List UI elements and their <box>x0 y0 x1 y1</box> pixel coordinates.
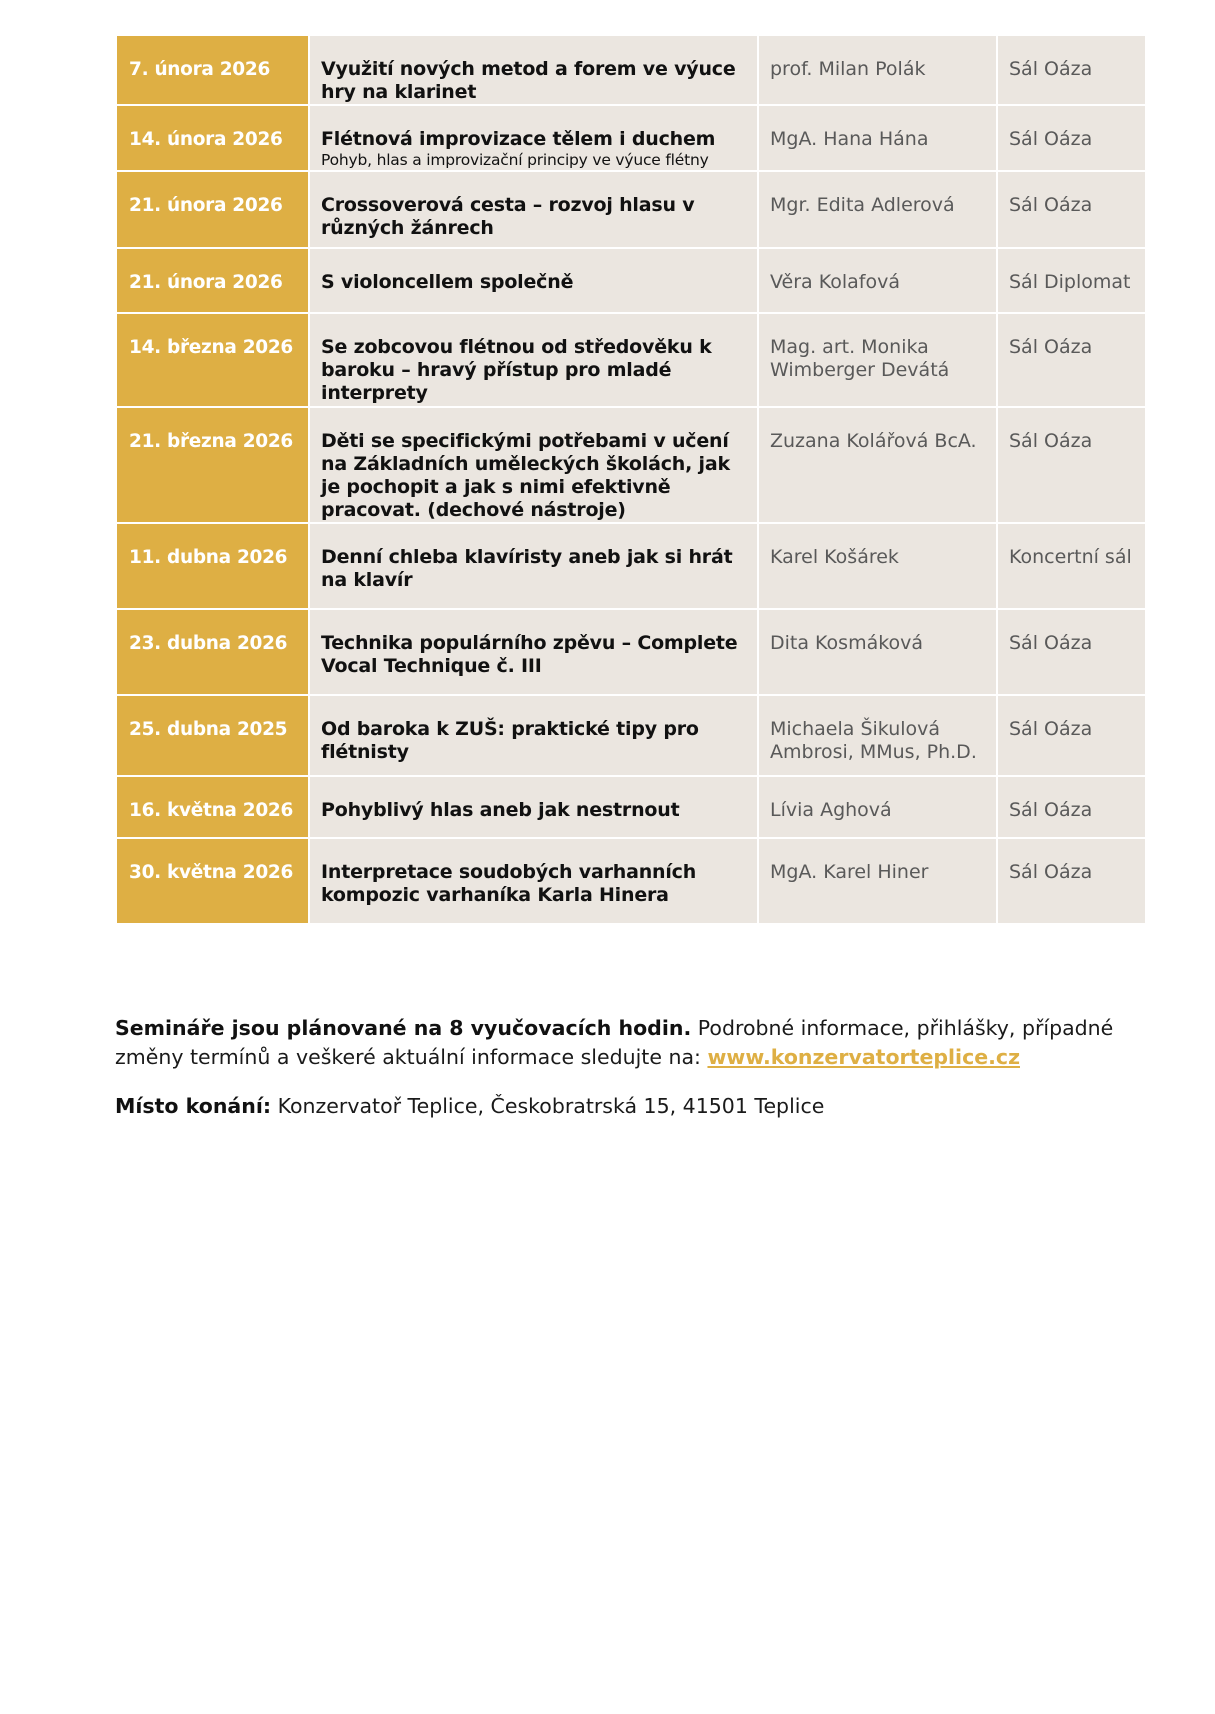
seminar-schedule-table <box>115 34 1147 925</box>
seminar-date: 23. dubna 2026 <box>116 609 309 695</box>
seminar-lecturer: Věra Kolafová <box>758 248 997 313</box>
seminar-venue: Sál Oáza <box>997 609 1146 695</box>
seminar-date: 11. dubna 2026 <box>116 523 309 609</box>
seminar-date: 16. května 2026 <box>116 776 309 838</box>
schedule-row <box>116 776 1146 838</box>
seminar-topic <box>309 523 758 609</box>
seminar-venue: Sál Oáza <box>997 105 1146 171</box>
seminar-venue: Sál Oáza <box>997 313 1146 407</box>
seminar-date: 14. března 2026 <box>116 313 309 407</box>
notes-section <box>115 1014 1115 1141</box>
seminar-title: Flétnová improvizace tělem i duchem <box>321 128 716 150</box>
seminar-title: Interpretace soudobých varhanních kompozic varhaníka Karla Hinera <box>321 861 697 906</box>
location-label: Místo konání: <box>115 1094 272 1118</box>
seminar-venue: Sál Oáza <box>997 407 1146 523</box>
seminar-title: Denní chleba klavíristy aneb jak si hrát na klavír <box>321 546 733 591</box>
seminar-title: S violoncellem společně <box>321 271 574 293</box>
seminar-venue: Sál Diplomat <box>997 248 1146 313</box>
seminar-venue: Koncertní sál <box>997 523 1146 609</box>
seminar-title: Se zobcovou flétnou od středověku k baroku – hravý přístup pro mladé interprety <box>321 336 712 404</box>
website-link[interactable]: www.konzervatorteplice.cz <box>707 1045 1020 1069</box>
seminar-title: Crossoverová cesta – rozvoj hlasu v různých žánrech <box>321 194 695 239</box>
seminar-info-paragraph <box>115 1014 1115 1072</box>
seminar-topic <box>309 171 758 248</box>
seminar-date: 30. května 2026 <box>116 838 309 924</box>
seminar-topic <box>309 313 758 407</box>
schedule-row <box>116 609 1146 695</box>
seminar-title: Od baroka k ZUŠ: praktické tipy pro flétnisty <box>321 718 699 763</box>
seminar-topic <box>309 407 758 523</box>
info-text: Podrobné informace, přihlášky, případné změny termínů a veškeré aktuální informace sledujte na: <box>115 1016 1114 1069</box>
seminar-lecturer: Lívia Aghová <box>758 776 997 838</box>
seminar-title: Využití nových metod a forem ve výuce hry na klarinet <box>321 58 736 103</box>
seminar-venue: Sál Oáza <box>997 695 1146 776</box>
schedule-row <box>116 695 1146 776</box>
seminar-title: Pohyblivý hlas aneb jak nestrnout <box>321 799 680 821</box>
seminar-lecturer: MgA. Karel Hiner <box>758 838 997 924</box>
schedule-row <box>116 35 1146 105</box>
seminar-topic <box>309 35 758 105</box>
seminar-date: 21. února 2026 <box>116 171 309 248</box>
seminar-lecturer: prof. Milan Polák <box>758 35 997 105</box>
seminar-topic <box>309 248 758 313</box>
seminar-date: 7. února 2026 <box>116 35 309 105</box>
seminar-lecturer: Zuzana Kolářová BcA. <box>758 407 997 523</box>
seminar-topic <box>309 105 758 171</box>
seminar-lecturer: Michaela Šikulová Ambrosi, MMus, Ph.D. <box>758 695 997 776</box>
schedule-row <box>116 523 1146 609</box>
schedule-row <box>116 171 1146 248</box>
schedule-row <box>116 248 1146 313</box>
seminar-lecturer: MgA. Hana Hána <box>758 105 997 171</box>
seminar-venue: Sál Oáza <box>997 838 1146 924</box>
seminar-title: Děti se specifickými potřebami v učení na Základních uměleckých školách, jak je pochopit a jak s nimi efektivně pracovat. (dechové nástroje) <box>321 430 730 521</box>
hours-statement: Semináře jsou plánované na 8 vyučovacích hodin. <box>115 1016 692 1040</box>
seminar-topic <box>309 838 758 924</box>
seminar-topic <box>309 695 758 776</box>
seminar-date: 14. února 2026 <box>116 105 309 171</box>
seminar-venue: Sál Oáza <box>997 776 1146 838</box>
seminar-subtitle: Pohyb, hlas a improvizační principy ve výuce flétny <box>321 151 709 169</box>
seminar-venue: Sál Oáza <box>997 171 1146 248</box>
seminar-date: 21. března 2026 <box>116 407 309 523</box>
schedule-row <box>116 838 1146 924</box>
seminar-lecturer: Mgr. Edita Adlerová <box>758 171 997 248</box>
seminar-date: 25. dubna 2025 <box>116 695 309 776</box>
seminar-lecturer: Karel Košárek <box>758 523 997 609</box>
location-paragraph <box>115 1092 1115 1121</box>
location-value: Konzervatoř Teplice, Českobratrská 15, 41501 Teplice <box>271 1094 825 1118</box>
seminar-date: 21. února 2026 <box>116 248 309 313</box>
schedule-body <box>116 35 1146 924</box>
seminar-title: Technika populárního zpěvu – Complete Vocal Technique č. III <box>321 632 738 677</box>
seminar-topic <box>309 609 758 695</box>
schedule-row <box>116 313 1146 407</box>
schedule-row <box>116 407 1146 523</box>
seminar-lecturer: Mag. art. Monika Wimberger Devátá <box>758 313 997 407</box>
seminar-venue: Sál Oáza <box>997 35 1146 105</box>
schedule-row <box>116 105 1146 171</box>
seminar-topic <box>309 776 758 838</box>
seminar-lecturer: Dita Kosmáková <box>758 609 997 695</box>
